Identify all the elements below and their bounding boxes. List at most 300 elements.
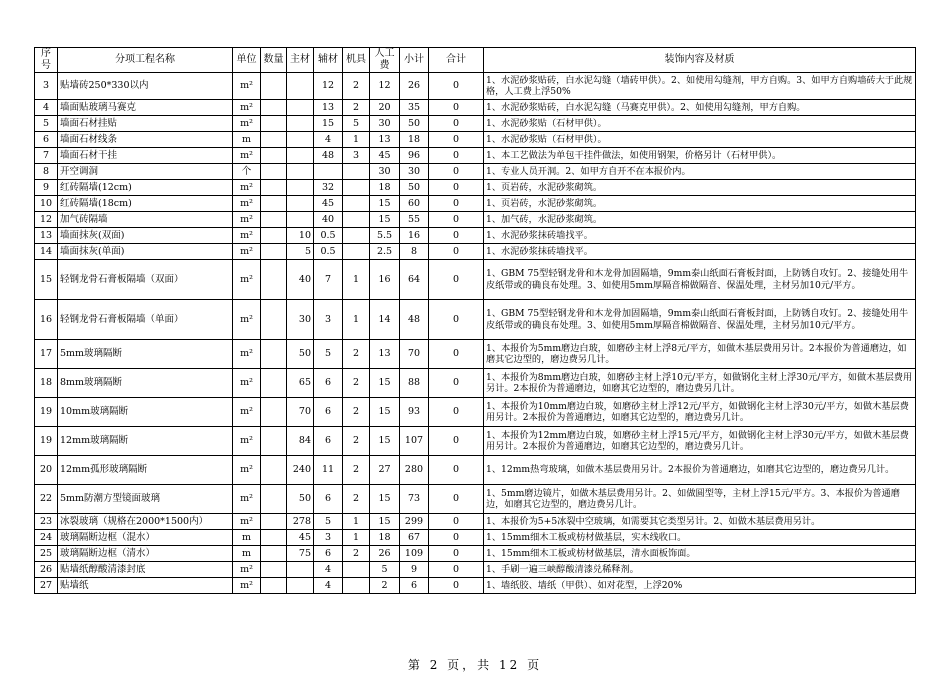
unit-cell: m² <box>233 244 261 260</box>
subtotal-cell: 6 <box>400 578 429 594</box>
table-row <box>35 260 916 300</box>
total-cell: 0 <box>429 100 484 116</box>
subtotal-cell: 73 <box>400 485 429 514</box>
subtotal-cell: 96 <box>400 148 429 164</box>
main-material-cell: 40 <box>287 260 314 300</box>
table-row <box>35 116 916 132</box>
labor-cell: 15 <box>370 196 400 212</box>
row-number: 19 <box>35 398 58 427</box>
aux-material-cell: 48 <box>314 148 343 164</box>
aux-material-cell: 0.5 <box>314 244 343 260</box>
description-cell: 1、15mm细木工板或枋材做基层，清水面板饰面。 <box>484 546 916 562</box>
subtotal-cell: 16 <box>400 228 429 244</box>
description-cell: 1、GBM 75型轻钢龙骨和木龙骨加固隔墙，9mm泰山纸面石膏板封面，上防锈自攻钉。2、接缝处用牛皮纸带或的确良布处理。3、如使用5mm厚隔音棉做隔音、保温处理，主材另加10元/平方。 <box>484 260 916 300</box>
labor-cell: 2 <box>370 578 400 594</box>
quantity-cell <box>261 398 287 427</box>
unit-cell: m <box>233 530 261 546</box>
total-cell: 0 <box>429 456 484 485</box>
aux-material-cell: 6 <box>314 546 343 562</box>
description-cell: 1、水泥砂浆抹砖墙找平。 <box>484 228 916 244</box>
subtotal-cell: 60 <box>400 196 429 212</box>
main-material-cell <box>287 73 314 100</box>
main-material-cell: 50 <box>287 485 314 514</box>
col-name-header: 分项工程名称 <box>58 48 233 73</box>
row-number: 27 <box>35 578 58 594</box>
total-cell: 0 <box>429 485 484 514</box>
labor-cell: 5 <box>370 562 400 578</box>
tool-cell: 1 <box>343 260 370 300</box>
main-material-cell <box>287 164 314 180</box>
item-name: 12mm孤形玻璃隔断 <box>58 456 233 485</box>
col-no-header: 序号 <box>35 48 58 73</box>
unit-cell: m² <box>233 212 261 228</box>
row-number: 13 <box>35 228 58 244</box>
col-unit-header: 单位 <box>233 48 261 73</box>
labor-cell: 30 <box>370 164 400 180</box>
quantity-cell <box>261 73 287 100</box>
main-material-cell: 75 <box>287 546 314 562</box>
tool-cell <box>343 228 370 244</box>
unit-cell: m² <box>233 398 261 427</box>
subtotal-cell: 280 <box>400 456 429 485</box>
main-material-cell: 50 <box>287 340 314 369</box>
description-cell: 1、本工艺做法为单包干挂件做法，如使用钢架，价格另计（石材甲供）。 <box>484 148 916 164</box>
quantity-cell <box>261 562 287 578</box>
table-row <box>35 546 916 562</box>
aux-material-cell: 7 <box>314 260 343 300</box>
item-name: 墙面抹灰(单面) <box>58 244 233 260</box>
table-row <box>35 562 916 578</box>
tool-cell: 3 <box>343 148 370 164</box>
labor-cell: 16 <box>370 260 400 300</box>
main-material-cell <box>287 132 314 148</box>
total-cell: 0 <box>429 530 484 546</box>
tool-cell: 2 <box>343 369 370 398</box>
labor-cell: 12 <box>370 73 400 100</box>
description-cell: 1、5mm磨边镜片，如做木基层费用另计。2、如做圆型等，主材上浮15元/平方。3、本报价为普通磨边，如磨其它边型的，磨边费另几计。 <box>484 485 916 514</box>
labor-cell: 13 <box>370 132 400 148</box>
item-name: 贴墙纸 <box>58 578 233 594</box>
tool-cell: 2 <box>343 456 370 485</box>
subtotal-cell: 26 <box>400 73 429 100</box>
total-cell: 0 <box>429 196 484 212</box>
item-name: 12mm玻璃隔断 <box>58 427 233 456</box>
description-cell: 1、专业人员开洞。2、如甲方自开不在本报价内。 <box>484 164 916 180</box>
labor-cell: 15 <box>370 485 400 514</box>
description-cell: 1、水泥砂浆贴砖，白水泥勾缝（墙砖甲供）。2、如使用勾缝剂，甲方自购。3、如甲方自购墙砖大于此规格，人工费上浮50% <box>484 73 916 100</box>
total-cell: 0 <box>429 300 484 340</box>
description-cell: 1、水泥砂浆抹砖墙找平。 <box>484 244 916 260</box>
unit-cell: m² <box>233 300 261 340</box>
unit-cell: m² <box>233 369 261 398</box>
quantity-cell <box>261 260 287 300</box>
item-name: 玻璃隔断边框（混水） <box>58 530 233 546</box>
table-row <box>35 578 916 594</box>
labor-cell: 15 <box>370 427 400 456</box>
quantity-cell <box>261 514 287 530</box>
aux-material-cell: 12 <box>314 73 343 100</box>
subtotal-cell: 50 <box>400 116 429 132</box>
aux-material-cell: 5 <box>314 340 343 369</box>
aux-material-cell: 5 <box>314 514 343 530</box>
col-qty-header: 数量 <box>261 48 287 73</box>
description-cell: 1、本报价为8mm磨边白玻，如磨砂主材上浮10元/平方，如做钢化主材上浮30元/平方，如做木基层费用另计。2本报价为普通磨边，如磨其它边型的，磨边费另几计。 <box>484 369 916 398</box>
tool-cell: 2 <box>343 398 370 427</box>
tool-cell: 1 <box>343 514 370 530</box>
tool-cell <box>343 578 370 594</box>
subtotal-cell: 70 <box>400 340 429 369</box>
tool-cell: 5 <box>343 116 370 132</box>
aux-material-cell: 15 <box>314 116 343 132</box>
description-cell: 1、手刷一遍三峡醇酸清漆兑稀释剂。 <box>484 562 916 578</box>
row-number: 22 <box>35 485 58 514</box>
unit-cell: m² <box>233 73 261 100</box>
subtotal-cell: 88 <box>400 369 429 398</box>
main-material-cell: 278 <box>287 514 314 530</box>
table-row <box>35 456 916 485</box>
aux-material-cell: 6 <box>314 398 343 427</box>
main-material-cell <box>287 212 314 228</box>
subtotal-cell: 107 <box>400 427 429 456</box>
main-material-cell: 84 <box>287 427 314 456</box>
unit-cell: m² <box>233 180 261 196</box>
item-name: 墙面石材线条 <box>58 132 233 148</box>
labor-cell: 15 <box>370 212 400 228</box>
unit-cell: m² <box>233 100 261 116</box>
quantity-cell <box>261 116 287 132</box>
row-number: 20 <box>35 456 58 485</box>
main-material-cell <box>287 196 314 212</box>
unit-cell: m² <box>233 456 261 485</box>
subtotal-cell: 30 <box>400 164 429 180</box>
item-name: 贴墙砖250*330以内 <box>58 73 233 100</box>
description-cell: 1、本报价为5+5冰裂中空玻璃，如需要其它类型另计。2、如做木基层费用另计。 <box>484 514 916 530</box>
total-cell: 0 <box>429 427 484 456</box>
aux-material-cell: 45 <box>314 196 343 212</box>
total-cell: 0 <box>429 514 484 530</box>
unit-cell: m² <box>233 116 261 132</box>
item-name: 开空调洞 <box>58 164 233 180</box>
aux-material-cell: 3 <box>314 530 343 546</box>
table-row <box>35 73 916 100</box>
row-number: 3 <box>35 73 58 100</box>
labor-cell: 2.5 <box>370 244 400 260</box>
item-name: 加气砖隔墙 <box>58 212 233 228</box>
item-name: 墙面石材挂贴 <box>58 116 233 132</box>
item-name: 5mm玻璃隔断 <box>58 340 233 369</box>
row-number: 26 <box>35 562 58 578</box>
main-material-cell: 5 <box>287 244 314 260</box>
aux-material-cell: 13 <box>314 100 343 116</box>
row-number: 14 <box>35 244 58 260</box>
unit-cell: m² <box>233 562 261 578</box>
labor-cell: 18 <box>370 180 400 196</box>
item-name: 冰裂玻璃（规格在2000*1500内） <box>58 514 233 530</box>
table-row <box>35 514 916 530</box>
description-cell: 1、页岩砖，水泥砂浆砌筑。 <box>484 196 916 212</box>
labor-cell: 14 <box>370 300 400 340</box>
quantity-cell <box>261 180 287 196</box>
quantity-cell <box>261 340 287 369</box>
unit-cell: m² <box>233 427 261 456</box>
item-name: 10mm玻璃隔断 <box>58 398 233 427</box>
tool-cell <box>343 164 370 180</box>
quantity-cell <box>261 196 287 212</box>
table-row <box>35 398 916 427</box>
tool-cell: 1 <box>343 132 370 148</box>
subtotal-cell: 48 <box>400 300 429 340</box>
subtotal-cell: 109 <box>400 546 429 562</box>
tool-cell: 2 <box>343 485 370 514</box>
table-row <box>35 485 916 514</box>
total-cell: 0 <box>429 148 484 164</box>
aux-material-cell: 11 <box>314 456 343 485</box>
unit-cell: m² <box>233 485 261 514</box>
labor-cell: 15 <box>370 514 400 530</box>
quantity-cell <box>261 427 287 456</box>
item-name: 墙面抹灰(双面) <box>58 228 233 244</box>
tool-cell: 2 <box>343 427 370 456</box>
table-row <box>35 530 916 546</box>
page-footer: 第 2 页，共 12 页 <box>407 658 543 672</box>
table-row <box>35 196 916 212</box>
labor-cell: 15 <box>370 369 400 398</box>
col-labor-header: 人工费 <box>370 48 400 73</box>
col-total-header: 合计 <box>429 48 484 73</box>
table-row <box>35 164 916 180</box>
tool-cell: 2 <box>343 100 370 116</box>
total-cell: 0 <box>429 260 484 300</box>
description-cell: 1、水泥砂浆贴（石材甲供）。 <box>484 116 916 132</box>
quantity-cell <box>261 212 287 228</box>
subtotal-cell: 18 <box>400 132 429 148</box>
subtotal-cell: 55 <box>400 212 429 228</box>
unit-cell: m² <box>233 514 261 530</box>
description-cell: 1、GBM 75型轻钢龙骨和木龙骨加固隔墙，9mm泰山纸面石膏板封面，上防锈自攻钉。2、接缝处用牛皮纸带或的确良布处理。3、如使用5mm厚隔音棉做隔音、保温处理，主材另加10元/平方。 <box>484 300 916 340</box>
description-cell: 1、水泥砂浆贴（石材甲供）。 <box>484 132 916 148</box>
row-number: 10 <box>35 196 58 212</box>
quote-table <box>34 47 916 594</box>
labor-cell: 26 <box>370 546 400 562</box>
aux-material-cell: 0.5 <box>314 228 343 244</box>
total-cell: 0 <box>429 180 484 196</box>
total-cell: 0 <box>429 132 484 148</box>
row-number: 16 <box>35 300 58 340</box>
total-cell: 0 <box>429 116 484 132</box>
total-cell: 0 <box>429 578 484 594</box>
main-material-cell <box>287 562 314 578</box>
unit-cell: m² <box>233 260 261 300</box>
aux-material-cell: 4 <box>314 578 343 594</box>
main-material-cell: 65 <box>287 369 314 398</box>
main-material-cell <box>287 148 314 164</box>
quantity-cell <box>261 456 287 485</box>
subtotal-cell: 299 <box>400 514 429 530</box>
quantity-cell <box>261 164 287 180</box>
unit-cell: m² <box>233 578 261 594</box>
unit-cell: m <box>233 546 261 562</box>
subtotal-cell: 8 <box>400 244 429 260</box>
description-cell: 1、水泥砂浆贴砖，白水泥勾缝（马赛克甲供）。2、如使用勾缝剂，甲方自购。 <box>484 100 916 116</box>
quantity-cell <box>261 530 287 546</box>
subtotal-cell: 50 <box>400 180 429 196</box>
unit-cell: m² <box>233 340 261 369</box>
col-tool-header: 机具 <box>343 48 370 73</box>
unit-cell: m² <box>233 196 261 212</box>
table-row <box>35 427 916 456</box>
quantity-cell <box>261 100 287 116</box>
quantity-cell <box>261 244 287 260</box>
tool-cell: 2 <box>343 340 370 369</box>
row-number: 8 <box>35 164 58 180</box>
item-name: 轻钢龙骨石膏板隔墙（单面） <box>58 300 233 340</box>
table-row <box>35 100 916 116</box>
aux-material-cell: 4 <box>314 562 343 578</box>
aux-material-cell: 3 <box>314 300 343 340</box>
table-row <box>35 340 916 369</box>
row-number: 12 <box>35 212 58 228</box>
col-subtotal-header: 小计 <box>400 48 429 73</box>
row-number: 15 <box>35 260 58 300</box>
total-cell: 0 <box>429 562 484 578</box>
main-material-cell: 70 <box>287 398 314 427</box>
main-material-cell: 45 <box>287 530 314 546</box>
col-desc-header: 装饰内容及材质 <box>484 48 916 73</box>
aux-material-cell: 32 <box>314 180 343 196</box>
quantity-cell <box>261 132 287 148</box>
table-row <box>35 300 916 340</box>
item-name: 红砖隔墙(12cm) <box>58 180 233 196</box>
total-cell: 0 <box>429 164 484 180</box>
main-material-cell <box>287 116 314 132</box>
description-cell: 1、加气砖，水泥砂浆砌筑。 <box>484 212 916 228</box>
tool-cell: 2 <box>343 73 370 100</box>
unit-cell: m² <box>233 148 261 164</box>
subtotal-cell: 9 <box>400 562 429 578</box>
item-name: 玻璃隔断边框（清水） <box>58 546 233 562</box>
subtotal-cell: 93 <box>400 398 429 427</box>
quantity-cell <box>261 485 287 514</box>
labor-cell: 30 <box>370 116 400 132</box>
tool-cell <box>343 562 370 578</box>
subtotal-cell: 35 <box>400 100 429 116</box>
tool-cell: 2 <box>343 546 370 562</box>
table-row <box>35 180 916 196</box>
item-name: 红砖隔墙(18cm) <box>58 196 233 212</box>
description-cell: 1、本报价为5mm磨边白玻，如磨砂主材上浮8元/平方，如做木基层费用另计。2本报价为普通磨边，如磨其它边型的，磨边费另几计。 <box>484 340 916 369</box>
tool-cell <box>343 180 370 196</box>
table-row <box>35 132 916 148</box>
tool-cell: 1 <box>343 300 370 340</box>
col-aux-header: 辅材 <box>314 48 343 73</box>
labor-cell: 20 <box>370 100 400 116</box>
item-name: 贴墙纸醇酸清漆封底 <box>58 562 233 578</box>
row-number: 25 <box>35 546 58 562</box>
labor-cell: 15 <box>370 398 400 427</box>
quantity-cell <box>261 300 287 340</box>
item-name: 墙面石材干挂 <box>58 148 233 164</box>
main-material-cell: 10 <box>287 228 314 244</box>
row-number: 9 <box>35 180 58 196</box>
subtotal-cell: 67 <box>400 530 429 546</box>
item-name: 轻钢龙骨石膏板隔墙（双面） <box>58 260 233 300</box>
item-name: 5mm防潮方型镜面玻璃 <box>58 485 233 514</box>
total-cell: 0 <box>429 369 484 398</box>
description-cell: 1、本报价为10mm磨边白玻，如磨砂主材上浮12元/平方，如做钢化主材上浮30元/平方，如做木基层费用另计。2本报价为普通磨边，如磨其它边型的，磨边费另几计。 <box>484 398 916 427</box>
labor-cell: 45 <box>370 148 400 164</box>
row-number: 6 <box>35 132 58 148</box>
table-row <box>35 369 916 398</box>
row-number: 5 <box>35 116 58 132</box>
description-cell: 1、页岩砖，水泥砂浆砌筑。 <box>484 180 916 196</box>
total-cell: 0 <box>429 398 484 427</box>
main-material-cell: 30 <box>287 300 314 340</box>
description-cell: 1、本报价为12mm磨边白玻，如磨砂主材上浮15元/平方，如做钢化主材上浮30元/平方，如做木基层费用另计。2本报价为普通磨边，如磨其它边型的，磨边费另几计。 <box>484 427 916 456</box>
row-number: 7 <box>35 148 58 164</box>
table-row <box>35 212 916 228</box>
description-cell: 1、墙纸胶、墙纸（甲供）、如对花型，上浮20% <box>484 578 916 594</box>
quantity-cell <box>261 546 287 562</box>
aux-material-cell: 6 <box>314 427 343 456</box>
labor-cell: 18 <box>370 530 400 546</box>
description-cell: 1、15mm细木工板或枋材做基层，实木线收口。 <box>484 530 916 546</box>
table-body <box>35 73 916 594</box>
table-row <box>35 244 916 260</box>
quantity-cell <box>261 578 287 594</box>
total-cell: 0 <box>429 244 484 260</box>
quantity-cell <box>261 369 287 398</box>
row-number: 19 <box>35 427 58 456</box>
row-number: 24 <box>35 530 58 546</box>
tool-cell <box>343 196 370 212</box>
description-cell: 1、12mm热弯玻璃，如做木基层费用另计。2本报价为普通磨边，如磨其它边型的，磨边费另几计。 <box>484 456 916 485</box>
header-row <box>35 48 916 73</box>
main-material-cell: 240 <box>287 456 314 485</box>
tool-cell <box>343 244 370 260</box>
total-cell: 0 <box>429 73 484 100</box>
subtotal-cell: 64 <box>400 260 429 300</box>
total-cell: 0 <box>429 546 484 562</box>
col-main-header: 主材 <box>287 48 314 73</box>
labor-cell: 5.5 <box>370 228 400 244</box>
item-name: 8mm玻璃隔断 <box>58 369 233 398</box>
labor-cell: 27 <box>370 456 400 485</box>
unit-cell: m² <box>233 228 261 244</box>
aux-material-cell: 6 <box>314 369 343 398</box>
row-number: 18 <box>35 369 58 398</box>
table-row <box>35 228 916 244</box>
aux-material-cell: 4 <box>314 132 343 148</box>
aux-material-cell: 40 <box>314 212 343 228</box>
main-material-cell <box>287 100 314 116</box>
unit-cell: 个 <box>233 164 261 180</box>
main-material-cell <box>287 180 314 196</box>
table-row <box>35 148 916 164</box>
unit-cell: m <box>233 132 261 148</box>
aux-material-cell <box>314 164 343 180</box>
row-number: 23 <box>35 514 58 530</box>
item-name: 墙面贴玻璃马赛克 <box>58 100 233 116</box>
tool-cell <box>343 212 370 228</box>
main-material-cell <box>287 578 314 594</box>
row-number: 17 <box>35 340 58 369</box>
labor-cell: 13 <box>370 340 400 369</box>
row-number: 4 <box>35 100 58 116</box>
aux-material-cell: 6 <box>314 485 343 514</box>
quantity-cell <box>261 228 287 244</box>
tool-cell: 1 <box>343 530 370 546</box>
total-cell: 0 <box>429 228 484 244</box>
